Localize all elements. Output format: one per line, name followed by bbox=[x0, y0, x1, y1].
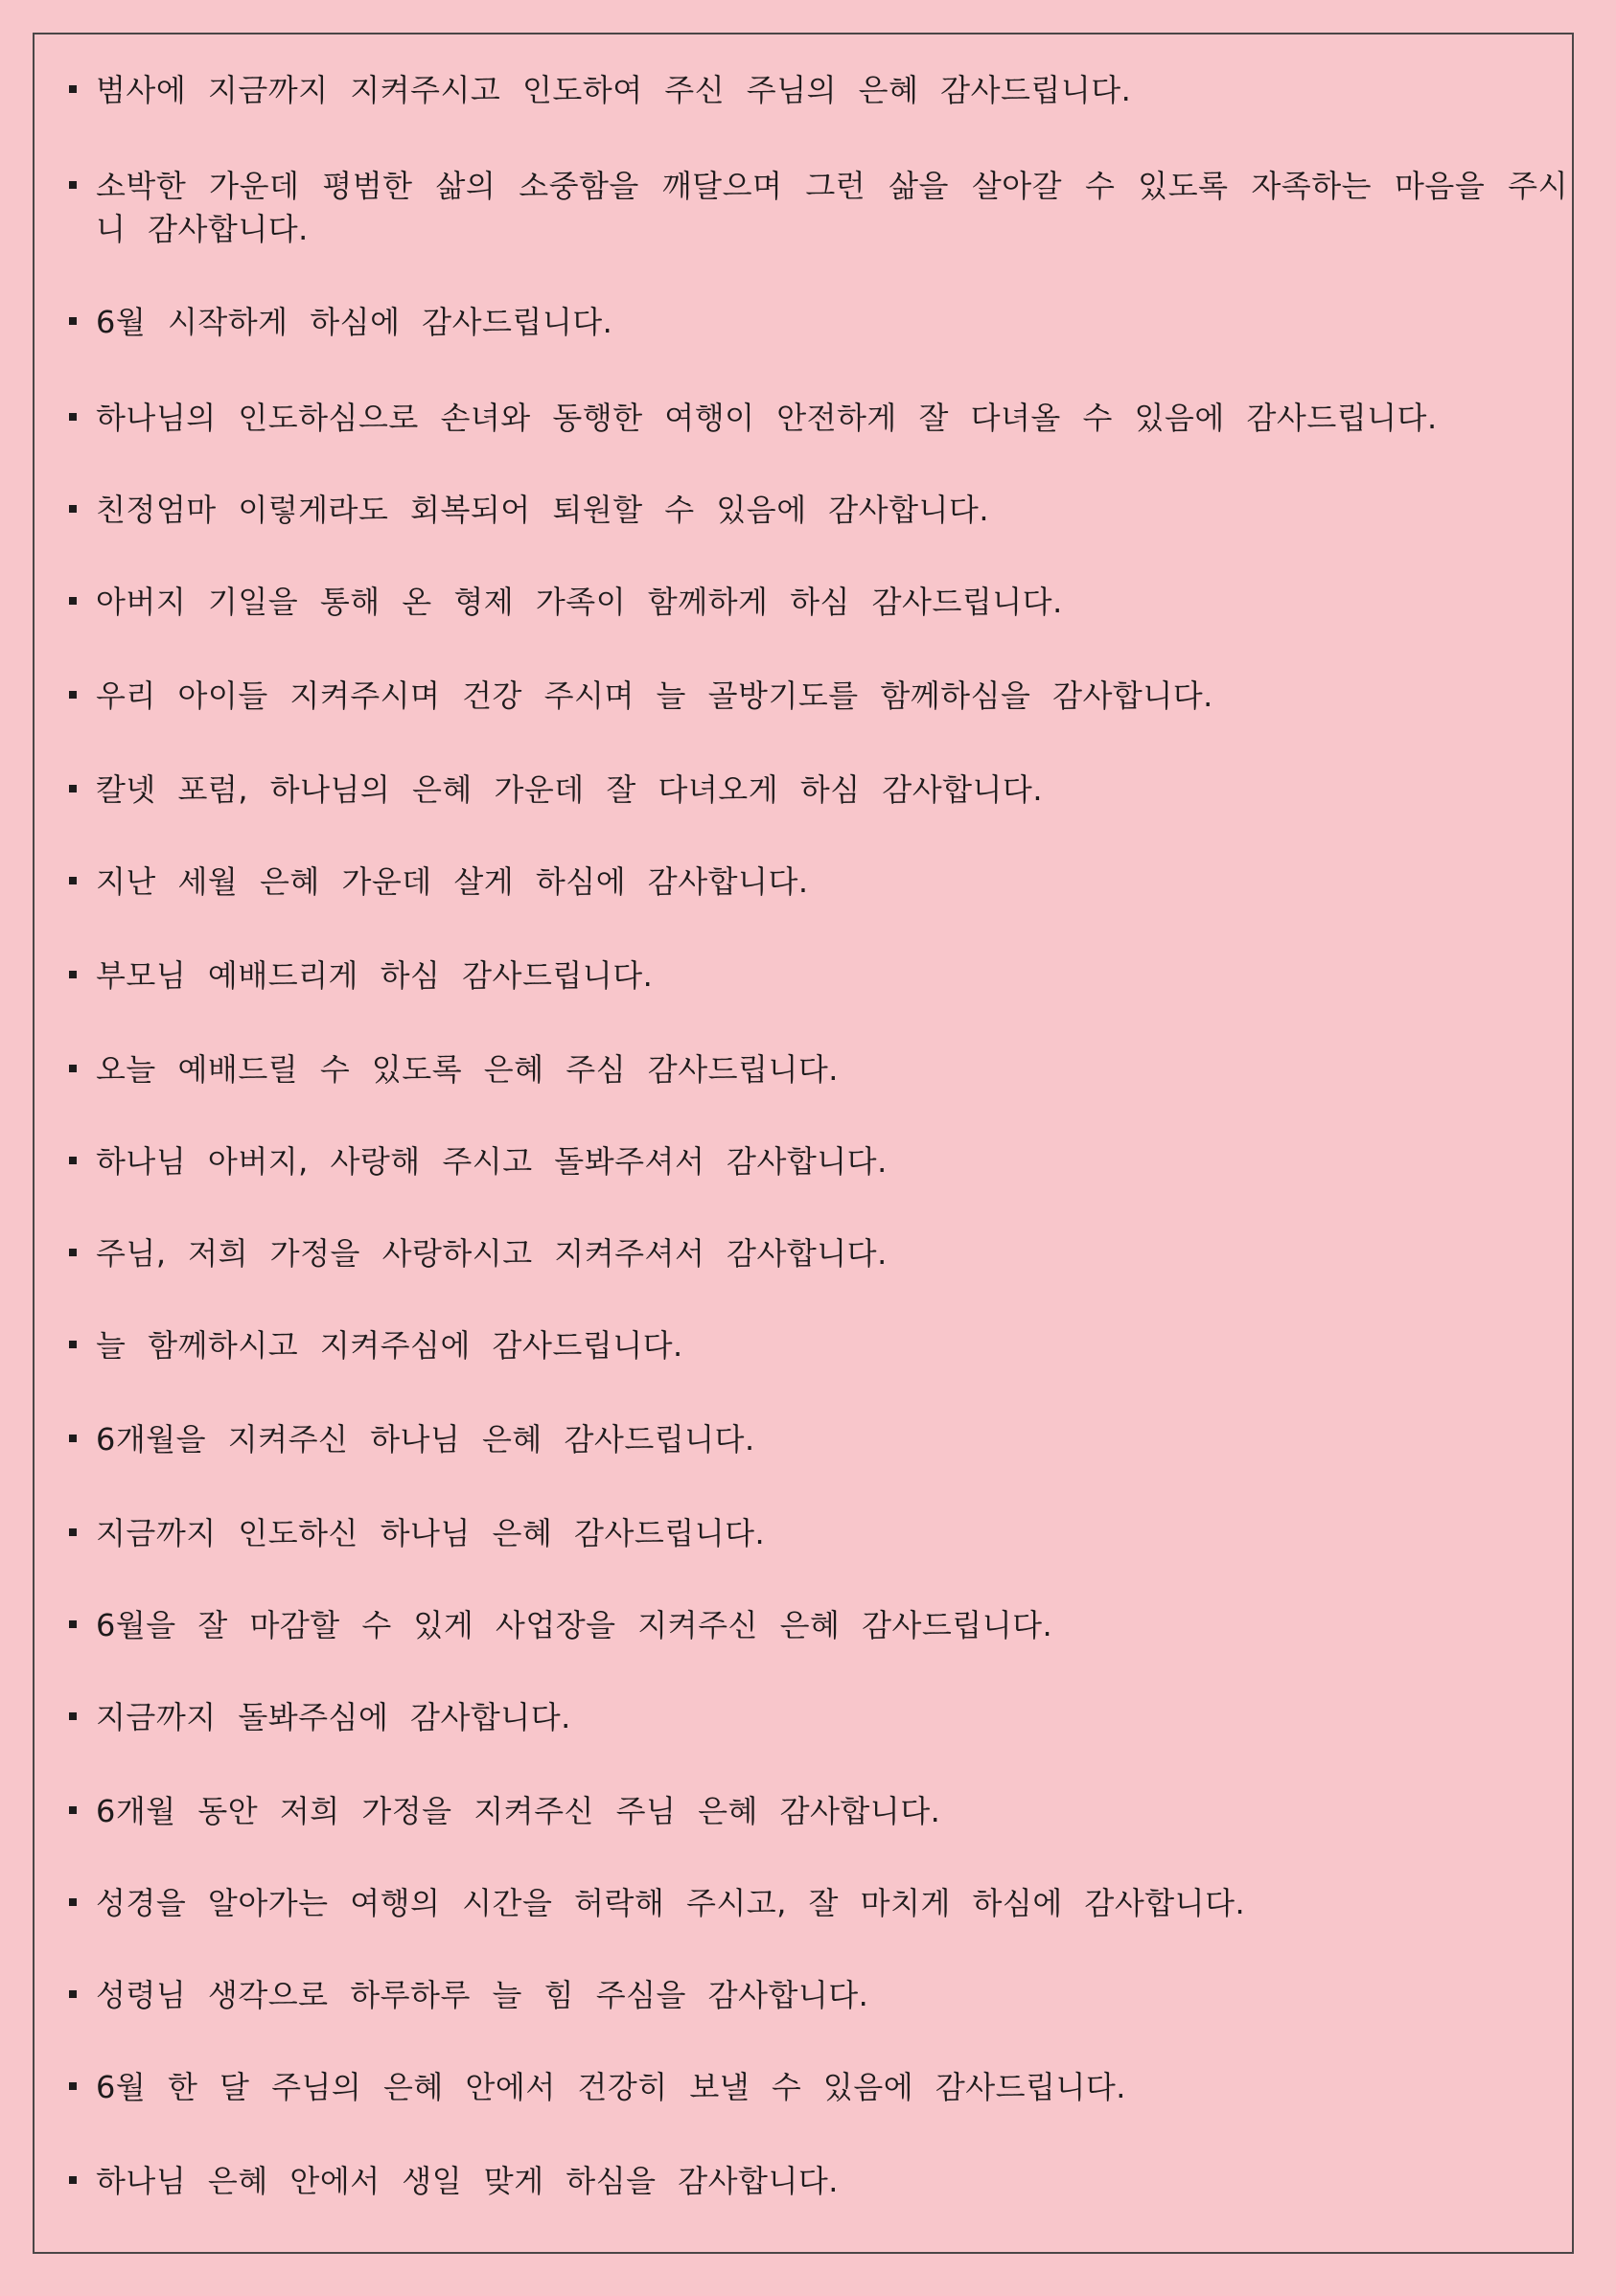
bullet-icon bbox=[61, 1512, 96, 1539]
bullet-icon bbox=[61, 769, 96, 795]
bullet-icon bbox=[61, 861, 96, 887]
bullet-icon bbox=[61, 1604, 96, 1631]
list-item-text: 6월을 잘 마감할 수 있게 사업장을 지켜주신 은혜 감사드립니다. bbox=[96, 1607, 1053, 1643]
list-item-text: 6월 한 달 주님의 은혜 안에서 건강히 보낼 수 있음에 감사드립니다. bbox=[96, 2069, 1126, 2105]
list-item bbox=[61, 1512, 1568, 1555]
list-item-text: 지난 세월 은혜 가운데 살게 하심에 감사합니다. bbox=[96, 863, 809, 900]
list-item-text: 부모님 예배드리게 하심 감사드립니다. bbox=[96, 957, 654, 994]
list-item bbox=[61, 2160, 1568, 2203]
bullet-icon bbox=[61, 1974, 96, 2001]
bullet-icon bbox=[61, 1882, 96, 1909]
list-item bbox=[61, 581, 1568, 624]
bullet-icon bbox=[61, 1048, 96, 1075]
list-item bbox=[61, 675, 1568, 718]
bullet-icon bbox=[61, 165, 96, 192]
list-item-text: 지금까지 인도하신 하나님 은혜 감사드립니다. bbox=[96, 1515, 766, 1551]
list-item-text: 하나님의 인도하심으로 손녀와 동행한 여행이 안전하게 잘 다녀올 수 있음에 감사드립니다. bbox=[96, 400, 1438, 436]
list-item-text: 칼넷 포럼, 하나님의 은혜 가운데 잘 다녀오게 하심 감사합니다. bbox=[96, 771, 1044, 808]
bullet-icon bbox=[61, 2160, 96, 2187]
list-item-text: 하나님 아버지, 사랑해 주시고 돌봐주셔서 감사합니다. bbox=[96, 1143, 888, 1180]
list-item-text: 6월 시작하게 하심에 감사드립니다. bbox=[96, 304, 613, 340]
list-item bbox=[61, 1696, 1568, 1739]
list-item-text: 늘 함께하시고 지켜주심에 감사드립니다. bbox=[96, 1327, 683, 1364]
list-item bbox=[61, 489, 1568, 532]
list-item bbox=[61, 1232, 1568, 1275]
list-item-text: 범사에 지금까지 지켜주시고 인도하여 주신 주님의 은혜 감사드립니다. bbox=[96, 72, 1132, 108]
list-item-text: 지금까지 돌봐주심에 감사합니다. bbox=[96, 1699, 571, 1735]
bullet-icon bbox=[61, 2066, 96, 2093]
list-item bbox=[61, 1790, 1568, 1833]
bullet-icon bbox=[61, 489, 96, 516]
bullet-icon bbox=[61, 1418, 96, 1445]
list-item bbox=[61, 1882, 1568, 1925]
list-item bbox=[61, 1048, 1568, 1091]
list-item bbox=[61, 769, 1568, 812]
bullet-icon bbox=[61, 1232, 96, 1259]
list-item bbox=[61, 165, 1568, 251]
list-item-text: 오늘 예배드릴 수 있도록 은혜 주심 감사드립니다. bbox=[96, 1051, 839, 1088]
list-item bbox=[61, 1324, 1568, 1367]
list-item-text: 친정엄마 이렇게라도 회복되어 퇴원할 수 있음에 감사합니다. bbox=[96, 492, 990, 528]
list-item-text: 아버지 기일을 통해 온 형제 가족이 함께하게 하심 감사드립니다. bbox=[96, 584, 1063, 620]
list-item bbox=[61, 861, 1568, 904]
list-item bbox=[61, 397, 1568, 440]
list-item-text: 하나님 은혜 안에서 생일 맞게 하심을 감사합니다. bbox=[96, 2163, 839, 2199]
bullet-icon bbox=[61, 581, 96, 608]
list-item bbox=[61, 1974, 1568, 2017]
list-item-text: 성경을 알아가는 여행의 시간을 허락해 주시고, 잘 마치게 하심에 감사합니다. bbox=[96, 1885, 1246, 1921]
list-item-text: 6개월을 지켜주신 하나님 은혜 감사드립니다. bbox=[96, 1421, 755, 1458]
bullet-icon bbox=[61, 1140, 96, 1167]
bullet-icon bbox=[61, 954, 96, 981]
list-item bbox=[61, 1140, 1568, 1183]
list-item bbox=[61, 954, 1568, 998]
list-item-text: 성령님 생각으로 하루하루 늘 힘 주심을 감사합니다. bbox=[96, 1977, 869, 2013]
bullet-icon bbox=[61, 675, 96, 701]
bullet-icon bbox=[61, 1790, 96, 1817]
list-item-text: 우리 아이들 지켜주시며 건강 주시며 늘 골방기도를 함께하심을 감사합니다. bbox=[96, 677, 1213, 714]
bullet-icon bbox=[61, 1324, 96, 1351]
list-item-text: 6개월 동안 저희 가정을 지켜주신 주님 은혜 감사합니다. bbox=[96, 1793, 941, 1829]
list-item bbox=[61, 301, 1568, 344]
list-item bbox=[61, 1604, 1568, 1647]
list-item-text: 주님, 저희 가정을 사랑하시고 지켜주셔서 감사합니다. bbox=[96, 1235, 888, 1272]
bullet-icon bbox=[61, 301, 96, 328]
bullet-icon bbox=[61, 69, 96, 96]
list-item-text: 소박한 가운데 평범한 삶의 소중함을 깨달으며 그런 삶을 살아갈 수 있도록 자족하는 마음을 주시니 감사합니다. bbox=[96, 168, 1568, 247]
bullet-icon bbox=[61, 397, 96, 424]
list-item bbox=[61, 1418, 1568, 1461]
list-item bbox=[61, 69, 1568, 112]
bullet-icon bbox=[61, 1696, 96, 1723]
list-item bbox=[61, 2066, 1568, 2109]
